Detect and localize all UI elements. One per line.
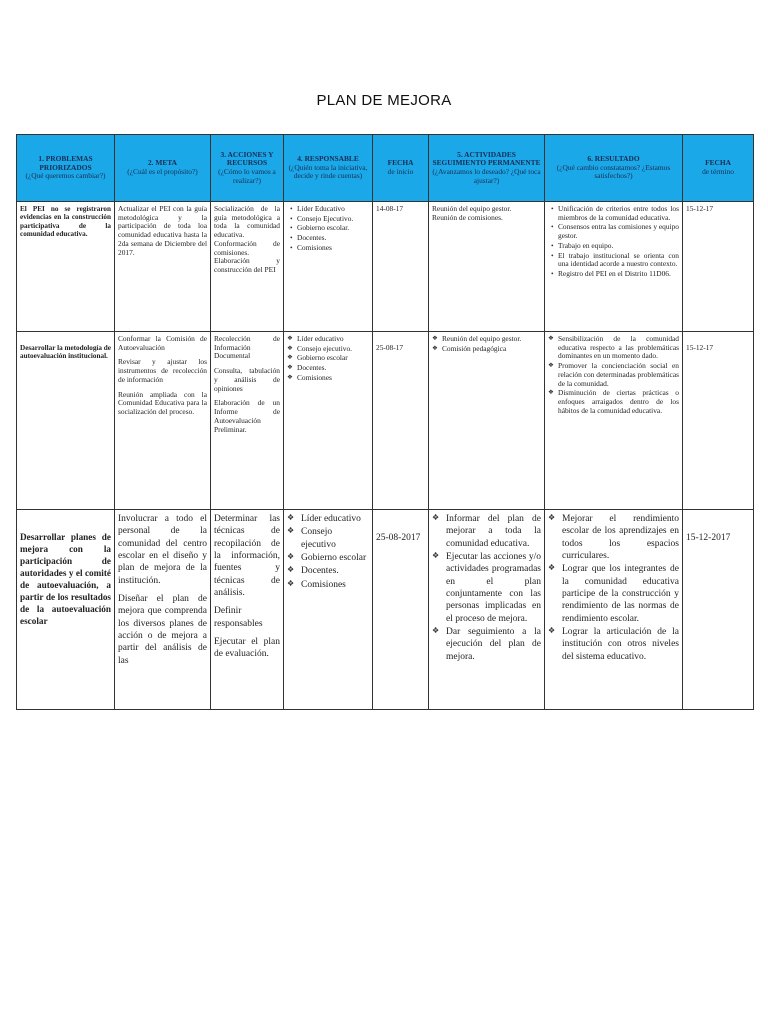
goal-text: Revisar y ajustar los instrumentos de recolección de información [118, 357, 207, 384]
result-cell [545, 510, 683, 710]
goal-text: Reunión ampliada con la Comunidad Educativa para la socialización del proceso. [118, 389, 207, 417]
list-item: ❖ Líder educativo [301, 513, 369, 525]
list-item: • Docentes. [297, 234, 369, 243]
list-item: ❖ Ejecutar las acciones y/o actividades programadas en el plan conjuntamente con las personas implicadas en el proceso de mejora. [446, 551, 541, 625]
list-item: • Registro del PEI en el Distrito 11D06. [558, 270, 679, 279]
header-start-date: FECHA de inicio [373, 135, 429, 202]
header-followup: 5. ACTIVIDADES SEGUIMIENTO PERMANENTE (¿Avanzamos lo deseado? ¿Qué toca ajustar?) [429, 135, 545, 202]
action-text: Elaboración y construcción del PEI [214, 256, 280, 275]
followup-cell [429, 202, 545, 332]
list-item: ❖ Lograr la articulación de la institución con otros niveles del sistema educativo. [562, 626, 679, 663]
list-item: ❖ Sensibilización de la comunidad educativa respecto a las problemáticas dominantes en un momento dado. [558, 335, 679, 361]
list-item: ❖ Gobierno escolar [297, 354, 369, 363]
header-row [17, 135, 754, 202]
list-item: • Consensos entra las comisiones y equipo gestor. [558, 223, 679, 240]
action-text: Ejecutar el plan de evaluación. [214, 637, 280, 660]
list-item: ❖ Lograr que los integrantes de la comunidad educativa participe de la construcción y rendimiento de las normas de rendimiento escolar. [562, 563, 679, 625]
list-item: ❖ Líder educativo [297, 335, 369, 344]
goal-text: Conformar la Comisión de Autoevaluación [118, 334, 207, 352]
list-item: • Consejo Ejecutivo. [297, 215, 369, 224]
list-item: • Gobierno escolar. [297, 224, 369, 233]
followup-text: Reunión de comisiones. [432, 212, 503, 222]
list-item: • Líder Educativo [297, 205, 369, 214]
responsible-cell [284, 332, 373, 510]
action-text: Definir responsables [214, 606, 263, 629]
action-text: Conformación de comisiones. [214, 238, 280, 257]
action-text: Elaboración de un Informe de Autoevaluación Preliminar. [214, 398, 280, 434]
list-item: • Comisiones [297, 244, 369, 253]
action-text: Socialización de la guía metodológica a toda la comunidad educativa. [214, 204, 280, 240]
list-item: ❖ Mejorar el rendimiento escolar de los aprendizajes en todos los espacios curriculares. [562, 513, 679, 562]
list-item: ❖ Promover la concienciación social en relación con determinadas problemáticas de la comunidad. [558, 362, 679, 388]
end-date-cell: 15-12-2017 [683, 510, 754, 710]
list-item: ❖ Disminución de ciertas prácticas o enfoques arraigados dentro de los hábitos de la comunidad educativa. [558, 389, 679, 415]
end-date-cell: 15-12-17 [683, 332, 754, 510]
table-row [17, 202, 754, 332]
problem-cell: Desarrollar la metodología de autoevaluación institucional. [17, 332, 115, 510]
list-item: ❖ Reunión del equipo gestor. [442, 335, 541, 344]
improvement-plan-table [16, 134, 754, 710]
list-item: • Trabajo en equipo. [558, 242, 679, 251]
list-item: • Unificación de criterios entre todos los miembros de la comunidad educativa. [558, 205, 679, 222]
action-text: Determinar las técnicas de recopilación de la información, fuentes y técnicas de análisis. [214, 514, 280, 599]
start-date-cell: 14-08-17 [373, 202, 429, 332]
action-text: Consulta, tabulación y análisis de opiniones [214, 366, 280, 393]
header-problems: 1. PROBLEMAS PRIORIZADOS (¿Qué queremos cambiar?) [17, 135, 115, 202]
followup-cell [429, 332, 545, 510]
header-goal: 2. META (¿Cuál es el propósito?) [115, 135, 211, 202]
action-text: Recolección de Información Documental [214, 334, 280, 361]
problem-cell: Desarrollar planes de mejora con la participación de autoridades y el comité de autoevaluación, a partir de los resultados de la autoevaluación escolar [17, 510, 115, 710]
end-date-cell: 15-12-17 [683, 202, 754, 332]
goal-cell [115, 332, 211, 510]
list-item: ❖ Comisiones [301, 579, 369, 591]
problem-cell: El PEI no se registraron evidencias en la construcción participativa de la comunidad educativa. [17, 202, 115, 332]
goal-cell [115, 202, 211, 332]
actions-cell [211, 202, 284, 332]
list-item: ❖ Consejo ejecutivo [301, 526, 369, 551]
followup-text: Reunión del equipo gestor. [432, 204, 512, 213]
header-responsible: 4. RESPONSABLE (¿Quién toma la iniciativa, decide y rinde cuentas) [284, 135, 373, 202]
result-cell [545, 332, 683, 510]
actions-cell [211, 332, 284, 510]
list-item: • El trabajo institucional se orienta con una identidad acorde a nuestro contexto. [558, 252, 679, 269]
list-item: ❖ Dar seguimiento a la ejecución del plan de mejora. [446, 626, 541, 663]
result-cell [545, 202, 683, 332]
start-date-cell: 25-08-17 [373, 332, 429, 510]
list-item: ❖ Docentes. [301, 565, 369, 577]
header-end-date: FECHA de término [683, 135, 754, 202]
header-result: 6. RESULTADO (¿Qué cambio constatamos? ¿Estamos satisfechos?) [545, 135, 683, 202]
goal-text: Involucrar a todo el personal de la comunidad del centro escolar en el diseño y plan de mejora de la institución. [118, 514, 207, 586]
header-actions: 3. ACCIONES Y RECURSOS (¿Cómo lo vamos a realizar?) [211, 135, 284, 202]
start-date-cell: 25-08-2017 [373, 510, 429, 710]
list-item: ❖ Informar del plan de mejorar a toda la comunidad educativa. [446, 513, 541, 550]
list-item: ❖ Consejo ejecutivo. [297, 345, 369, 354]
list-item: ❖ Gobierno escolar [301, 552, 369, 564]
goal-cell [115, 510, 211, 710]
goal-text: Diseñar el plan de mejora que comprenda los diversos planes de acción o de mejora a partir del análisis de las [118, 594, 207, 666]
page-title: PLAN DE MEJORA [316, 92, 452, 109]
responsible-cell [284, 510, 373, 710]
list-item: ❖ Docentes. [297, 364, 369, 373]
followup-cell [429, 510, 545, 710]
list-item: ❖ Comisiones [297, 374, 369, 383]
table-row [17, 332, 754, 510]
list-item: ❖ Comisión pedagógica [442, 345, 541, 354]
table-row [17, 510, 754, 710]
responsible-cell [284, 202, 373, 332]
actions-cell [211, 510, 284, 710]
goal-text: Actualizar el PEI con la guía metodológica y la participación de toda loa comunidad educativa hasta la 2da semana de Diciembre del 2017. [118, 204, 207, 257]
